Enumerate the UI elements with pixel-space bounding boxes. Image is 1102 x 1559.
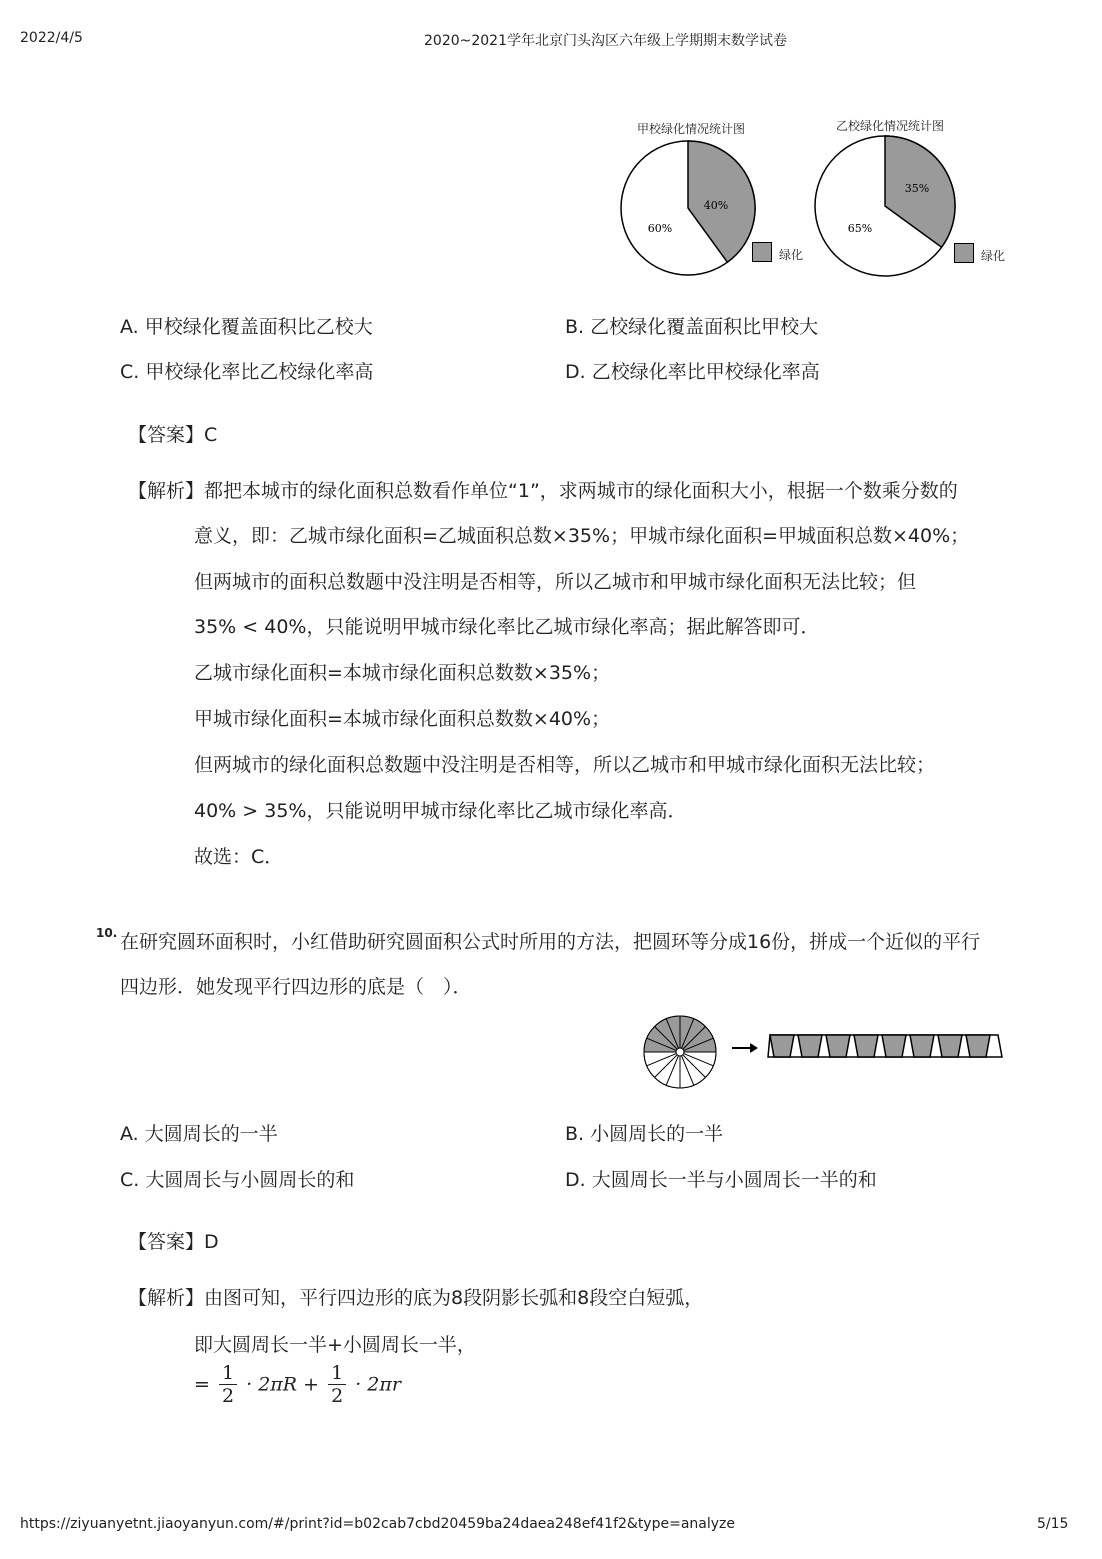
q9-analysis-line-1 [128, 476, 958, 503]
q9-answer [128, 420, 217, 447]
formula-fraction-1 [219, 1362, 237, 1407]
q9-option-b[interactable]: B. 乙校绿化覆盖面积比甲校大 [565, 316, 819, 338]
q9-analysis-line-2: 意义，即：乙城市绿化面积=乙城面积总数×35%；甲城市绿化面积=甲城面积总数×40%； [194, 525, 970, 547]
q9-option-a[interactable]: A. 甲校绿化覆盖面积比乙校大 [120, 316, 373, 338]
formula-term-2: · 2πr [355, 1373, 401, 1396]
q10-parallelogram-figure [766, 1033, 1006, 1059]
pie-a-label-60: 60% [647, 222, 673, 235]
q10-answer-label: 【答案】 [128, 1231, 205, 1253]
q9-answer-value: C [204, 424, 218, 446]
formula-fraction-2 [328, 1362, 346, 1407]
formula-term-1: · 2πR + [246, 1373, 320, 1396]
pie-chart-a [620, 138, 760, 278]
formula-equals: = [194, 1373, 210, 1396]
q10-analysis-text-1: 由图可知，平行四边形的底为8段阴影长弧和8段空白短弧， [204, 1287, 704, 1309]
pie-chart-b [814, 134, 959, 279]
page-url[interactable]: https://ziyuanyetnt.jiaoyanyun.com/#/print?id=b02cab7cbd20459ba24daea248ef41f2&type=analyze [20, 1516, 735, 1532]
q10-option-a[interactable]: A. 大圆周长的一半 [120, 1123, 278, 1145]
legend-a-swatch [752, 242, 772, 262]
document-title: 2020~2021学年北京门头沟区六年级上学期期末数学试卷 [424, 33, 787, 49]
q9-option-d[interactable]: D. 乙校绿化率比甲校绿化率高 [565, 361, 820, 383]
q9-analysis-line-7: 但两城市的绿化面积总数题中没注明是否相等，所以乙城市和甲城市绿化面积无法比较； [194, 754, 936, 776]
q10-analysis-label: 【解析】 [128, 1287, 205, 1309]
chart-b-title: 乙校绿化情况统计图 [836, 119, 945, 133]
q9-analysis-label: 【解析】 [128, 480, 205, 502]
q9-analysis-line-6: 甲城市绿化面积=本城市绿化面积总数数×40%； [194, 708, 611, 730]
q10-stem-line-2: 四边形．她发现平行四边形的底是（ ）． [120, 976, 472, 998]
q10-analysis-line-1 [128, 1283, 703, 1310]
q9-analysis-text-1: 都把本城市的绿化面积总数看作单位“1”，求两城市的绿化面积大小，根据一个数乘分数的 [204, 480, 958, 502]
q9-analysis-line-8: 40% > 35%，只能说明甲城市绿化率比乙城市绿化率高． [194, 800, 687, 822]
q9-option-c[interactable]: C. 甲校绿化率比乙校绿化率高 [120, 361, 374, 383]
chart-a-title: 甲校绿化情况统计图 [637, 122, 746, 136]
q10-stem-line-1: 在研究圆环面积时，小红借助研究圆面积公式时所用的方法，把圆环等分成16份，拼成一个近似的平行 [120, 931, 981, 953]
legend-b-label: 绿化 [981, 249, 1006, 263]
print-date: 2022/4/5 [20, 30, 83, 46]
q9-analysis-line-4: 35% < 40%，只能说明甲城市绿化率比乙城市绿化率高；据此解答即可． [194, 616, 820, 638]
q10-option-c[interactable]: C. 大圆周长与小圆周长的和 [120, 1169, 355, 1191]
fraction-1-numerator: 1 [219, 1362, 237, 1385]
pie-a-label-40: 40% [703, 199, 729, 212]
q10-option-d[interactable]: D. 大圆周长一半与小圆周长一半的和 [565, 1169, 877, 1191]
q10-ring-figure [640, 1012, 720, 1092]
fraction-2-numerator: 1 [328, 1362, 346, 1385]
legend-b-swatch [954, 243, 974, 263]
q9-analysis-line-9: 故选：C． [194, 846, 284, 868]
pie-b-label-65: 65% [847, 222, 873, 235]
q9-analysis-line-5: 乙城市绿化面积=本城市绿化面积总数数×35%； [194, 662, 611, 684]
q10-answer-value: D [204, 1231, 219, 1253]
q10-answer [128, 1227, 219, 1254]
fraction-1-denominator: 2 [221, 1385, 235, 1407]
q10-formula [194, 1362, 401, 1407]
legend-a-label: 绿化 [779, 248, 804, 262]
q9-analysis-line-3: 但两城市的面积总数题中没注明是否相等，所以乙城市和甲城市绿化面积无法比较；但 [194, 571, 917, 593]
arrow-icon [731, 1042, 759, 1054]
q10-number: 10. [96, 926, 118, 940]
fraction-2-denominator: 2 [331, 1385, 344, 1407]
q10-option-b[interactable]: B. 小圆周长的一半 [565, 1123, 724, 1145]
pie-b-label-35: 35% [904, 182, 930, 195]
page-number: 5/15 [1037, 1516, 1069, 1532]
q10-analysis-line-2: 即大圆周长一半+小圆周长一半， [194, 1334, 476, 1356]
q10-ring-sectors [644, 1016, 716, 1088]
q9-answer-label: 【答案】 [128, 424, 205, 446]
